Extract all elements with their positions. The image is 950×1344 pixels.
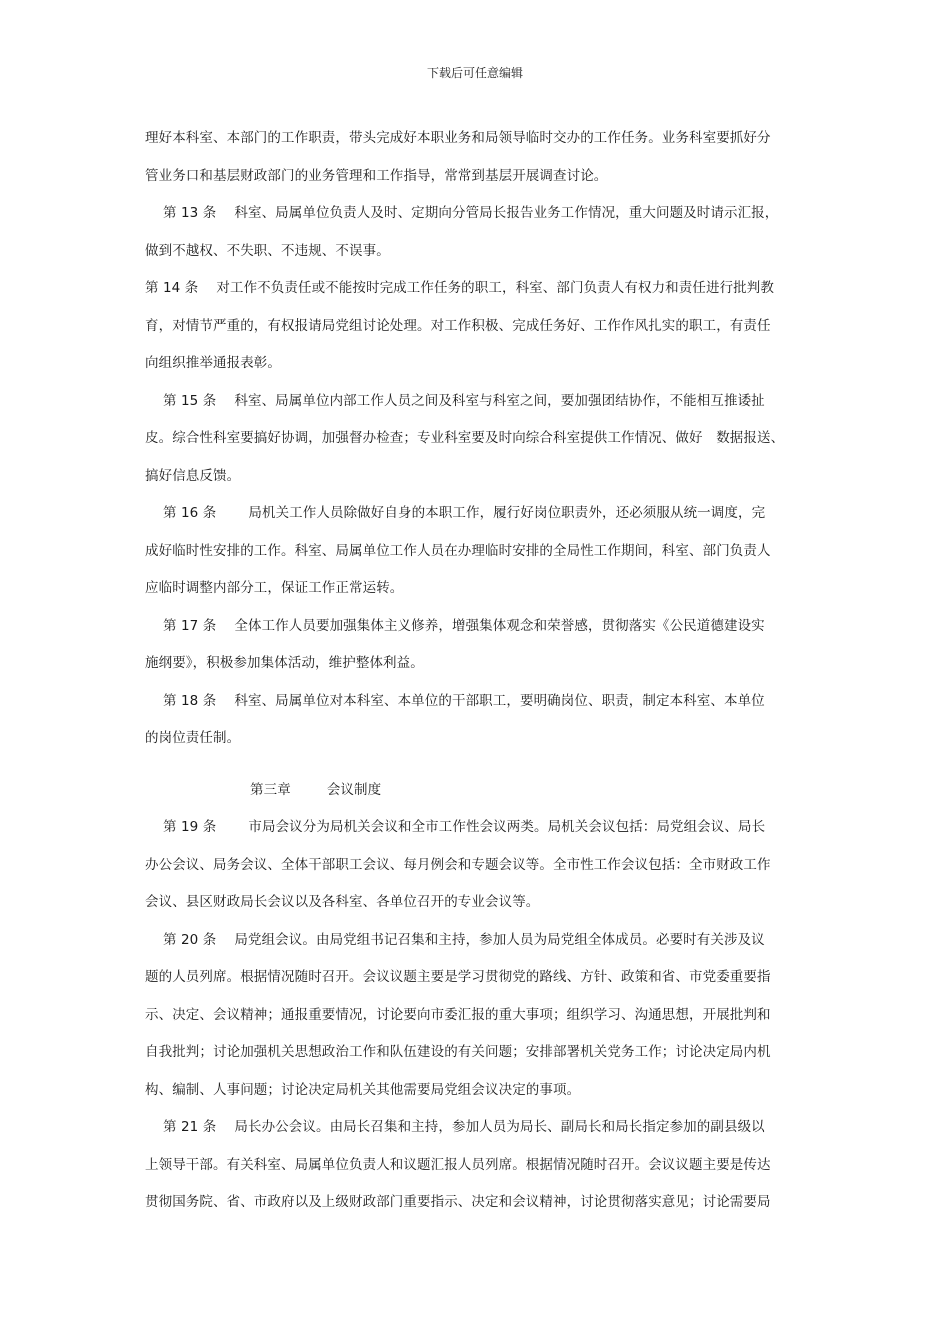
line-text: 科室、局属单位负责人及时、定期向分管局长报告业务工作情况，重大问题及时请示汇报， (234, 205, 779, 221)
article-line (145, 1109, 815, 1147)
article-line (145, 608, 815, 646)
article-number: 第 21 条 (163, 1119, 217, 1135)
paragraph-block-meetings (145, 809, 815, 1222)
line-text: 题的人员列席。根据情况随时召开。会议议题主要是学习贯彻党的路线、方针、政策和省、市党委重要指 (145, 969, 771, 985)
text-line (145, 959, 815, 997)
text-line (145, 120, 815, 158)
line-text: 管业务口和基层财政部门的业务管理和工作指导，常常到基层开展调查讨论。 (145, 167, 608, 184)
line-text: 搞好信息反馈。 (145, 467, 241, 484)
line-text: 的岗位责任制。 (145, 730, 241, 746)
line-text: 科室、局属单位内部工作人员之间及科室与科室之间，要加强团结协作，不能相互推诿扯 (234, 392, 765, 409)
text-line (145, 533, 815, 571)
article-number: 第 16 条 (163, 505, 217, 521)
article-line (145, 683, 815, 721)
line-text: 局机关工作人员除做好自身的本职工作，履行好岗位职责外，还必须服从统一调度，完 (248, 505, 766, 521)
article-line (145, 922, 815, 960)
line-text: 构、编制、人事问题；讨论决定局机关其他需要局党组会议决定的事项。 (145, 1081, 581, 1098)
text-line (145, 570, 815, 608)
line-text: 应临时调整内部分工，保证工作正常运转。 (145, 580, 404, 596)
line-text: 全体工作人员要加强集体主义修养，增强集体观念和荣誉感，贯彻落实《公民道德建设实 (234, 617, 765, 634)
text-line (145, 458, 815, 496)
text-line (145, 420, 815, 458)
document-body (145, 120, 815, 1222)
chapter-number: 第三章 (250, 781, 291, 798)
article-line (145, 809, 815, 847)
line-text: 办公会议、局务会议、全体干部职工会议、每月例会和专题会议等。全市性工作会议包括：全市财政工作 (145, 856, 771, 873)
chapter-heading (145, 772, 815, 810)
line-text: 示、决定、会议精神；通报重要情况，讨论要向市委汇报的重大事项；组织学习、沟通思想，开展批判和 (145, 1006, 771, 1023)
chapter-title: 会议制度 (326, 781, 382, 798)
paragraph-block-rules (145, 120, 815, 758)
text-line (145, 345, 815, 383)
line-text: 施纲要》，积极参加集体活动，维护整体利益。 (145, 655, 424, 671)
article-number: 第 17 条 (163, 617, 217, 634)
text-line (145, 1147, 815, 1185)
text-line (145, 720, 815, 758)
line-text: 成好临时性安排的工作。科室、局属单位工作人员在办理临时安排的全局性工作期间，科室、部门负责人 (145, 542, 771, 559)
article-number: 第 14 条 (145, 280, 199, 296)
page-header: 下载后可任意编辑 (426, 66, 523, 80)
line-text: 上领导干部。有关科室、局属单位负责人和议题汇报人员列席。根据情况随时召开。会议议题主要是传达 (145, 1156, 771, 1173)
line-text: 育，对情节严重的，有权报请局党组讨论处理。对工作积极、完成任务好、工作作风扎实的职工，有责任 (145, 317, 771, 334)
text-line (145, 1034, 815, 1072)
article-number: 第 13 条 (163, 205, 217, 221)
text-line (145, 233, 815, 271)
article-number: 第 18 条 (163, 692, 217, 709)
text-line (145, 1184, 815, 1222)
line-text: 局党组会议。由局党组书记召集和主持，参加人员为局党组全体成员。必要时有关涉及议 (234, 931, 765, 948)
text-line (145, 847, 815, 885)
text-line (145, 884, 815, 922)
text-line (145, 308, 815, 346)
article-number: 第 20 条 (163, 931, 217, 948)
line-text: 对工作不负责任或不能按时完成工作任务的职工，科室、部门负责人有权力和责任进行批判教 (216, 280, 774, 296)
line-text: 皮。综合性科室要搞好协调，加强督办检查；专业科室要及时向综合科室提供工作情况、做好 数据报送、 (145, 430, 785, 446)
line-text: 局长办公会议。由局长召集和主持，参加人员为局长、副局长和局长指定参加的副县级以 (234, 1119, 765, 1135)
line-text: 科室、局属单位对本科室、本单位的干部职工，要明确岗位、职责，制定本科室、本单位 (234, 692, 765, 709)
line-text: 会议、县区财政局长会议以及各科室、各单位召开的专业会议等。 (145, 894, 540, 910)
text-line (145, 1072, 815, 1110)
article-line (145, 383, 815, 421)
line-text: 理好本科室、本部门的工作职责，带头完成好本职业务和局领导临时交办的工作任务。业务科室要抓好分 (145, 130, 771, 146)
line-text: 做到不越权、不失职、不违规、不误事。 (145, 242, 390, 259)
article-line (145, 495, 815, 533)
text-line (145, 645, 815, 683)
article-line (145, 195, 815, 233)
article-number: 第 15 条 (163, 392, 217, 409)
line-text: 向组织推举通报表彰。 (145, 355, 281, 371)
article-number: 第 19 条 (163, 819, 217, 835)
line-text: 市局会议分为局机关会议和全市工作性会议两类。局机关会议包括：局党组会议、局长 (248, 819, 766, 835)
line-text: 贯彻国务院、省、市政府以及上级财政部门重要指示、决定和会议精神，讨论贯彻落实意见；讨论需要局 (145, 1194, 771, 1210)
text-line (145, 997, 815, 1035)
text-line (145, 158, 815, 196)
line-text: 自我批判；讨论加强机关思想政治工作和队伍建设的有关问题；安排部署机关党务工作；讨论决定局内机 (145, 1044, 771, 1060)
article-line (145, 270, 815, 308)
